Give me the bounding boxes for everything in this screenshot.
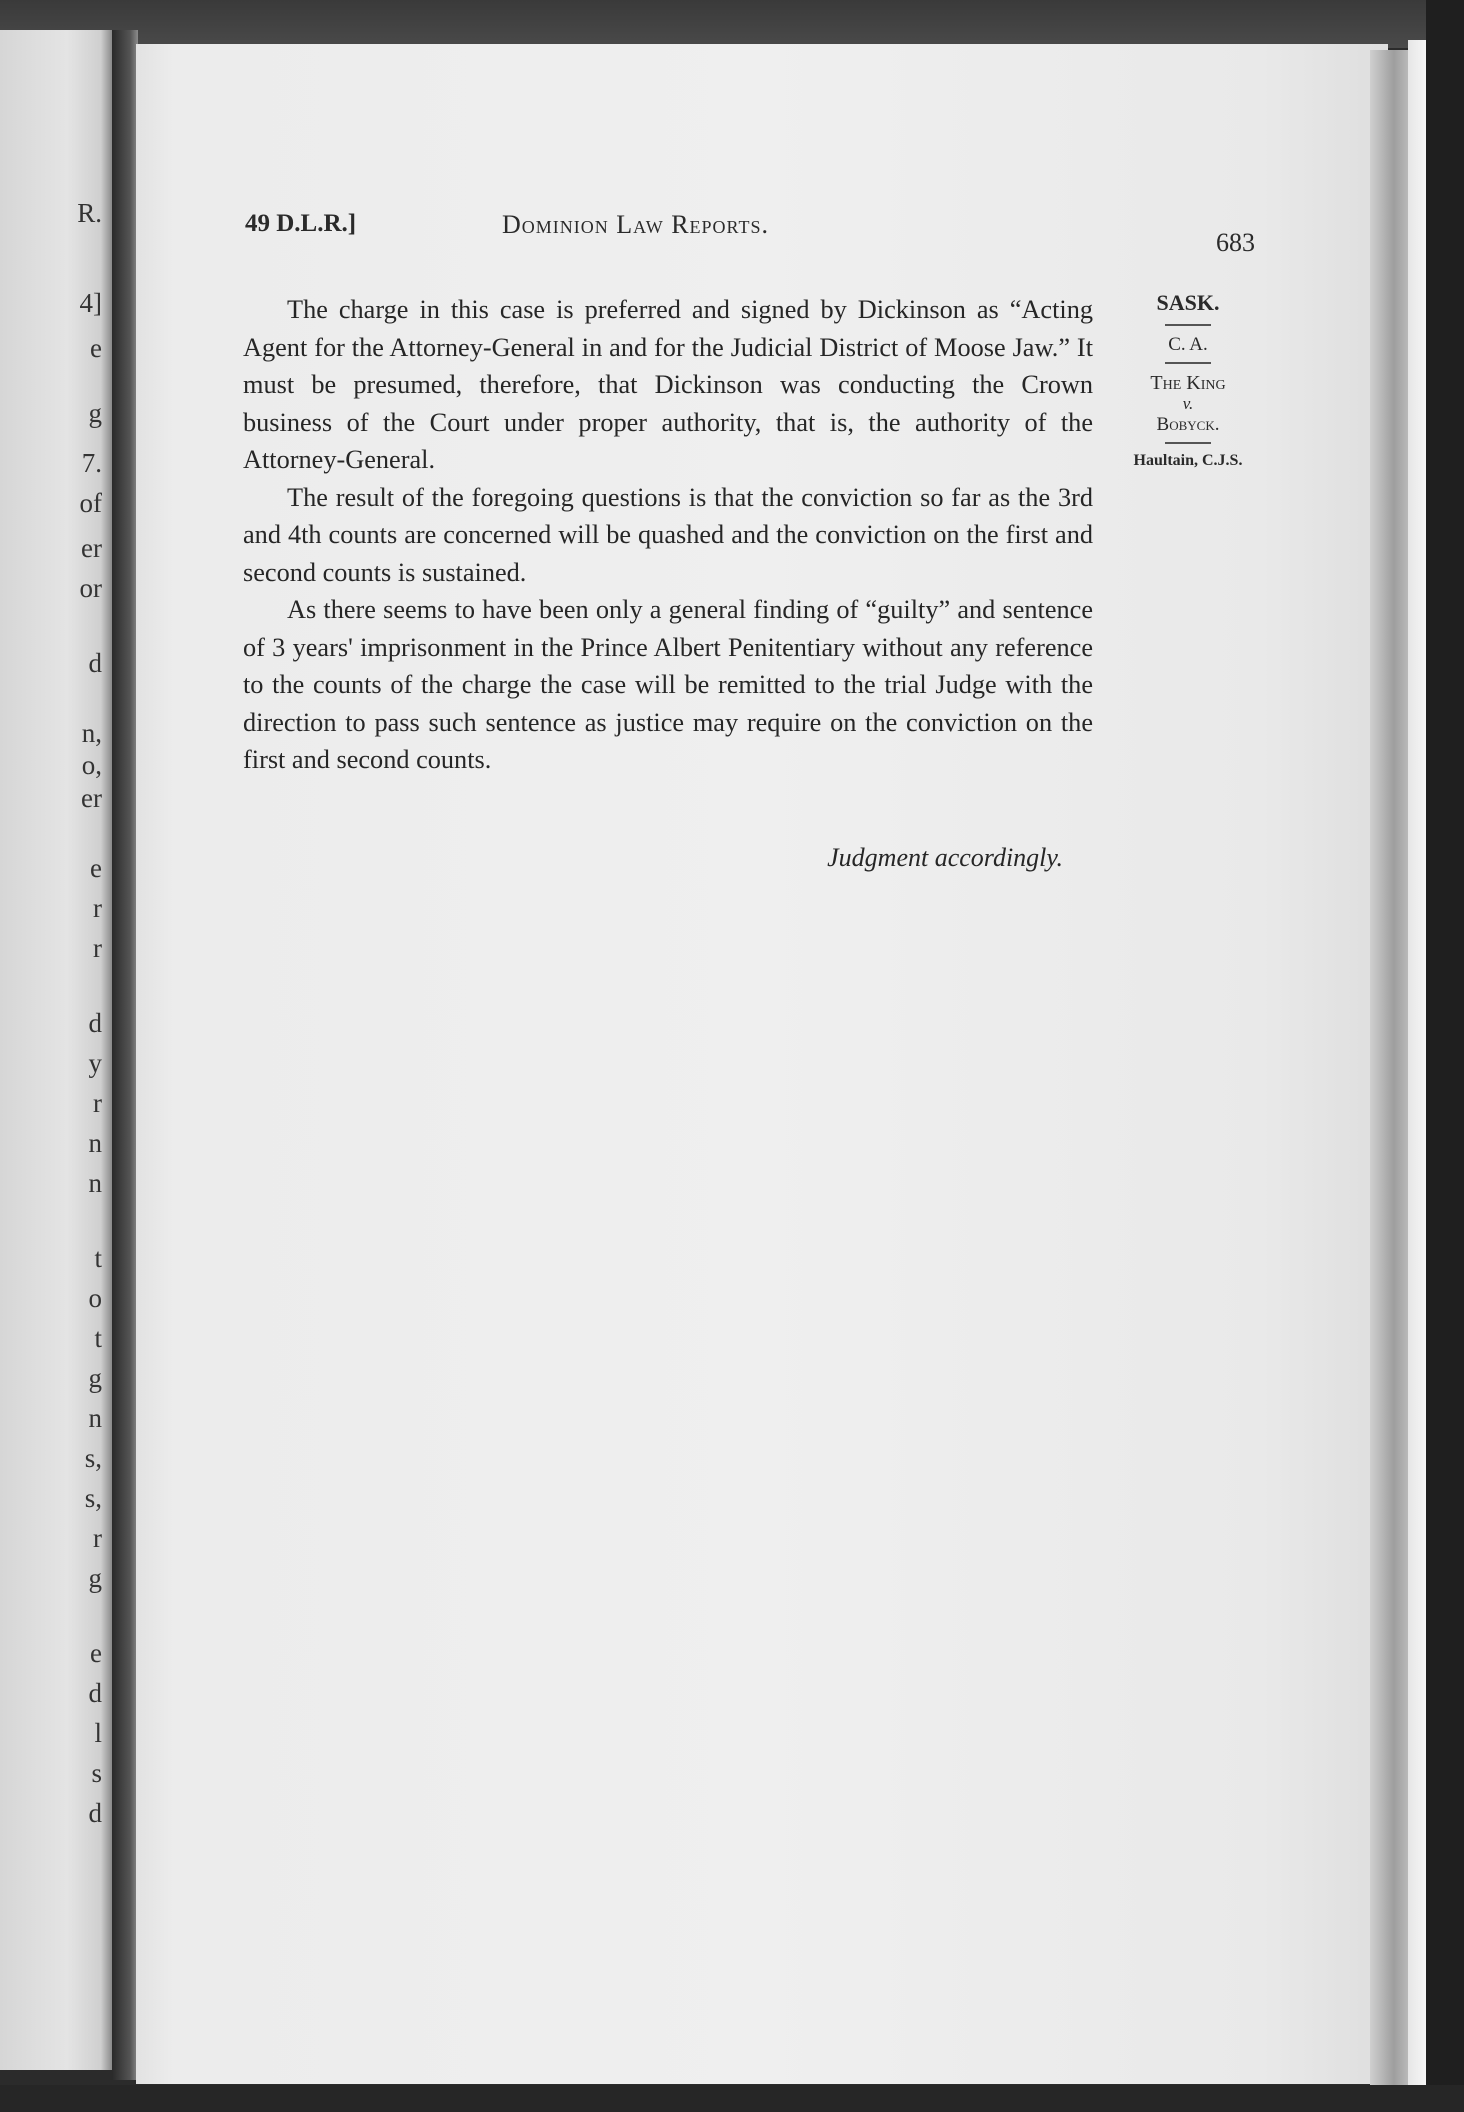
cover-edge bbox=[1408, 40, 1426, 2100]
adjacent-page-text-fragment: s, bbox=[84, 1443, 102, 1473]
scan-top-border bbox=[0, 0, 1464, 48]
volume-reference: 49 D.L.R.] bbox=[245, 210, 357, 237]
court-label: C. A. bbox=[1168, 334, 1208, 355]
adjacent-page-text-fragment: y bbox=[88, 1048, 102, 1078]
adjacent-page-text-fragment: of bbox=[79, 488, 102, 518]
paragraph: As there seems to have been only a general finding of “guilty” and sentence of 3 years' imprisonment in the Prince Albert Penitentiary without any reference to the counts of the charge the case will be remitted to the trial Judge with the direction to pass such sentence as justice may require on the conviction on the first and second counts. bbox=[243, 595, 1093, 774]
adjacent-page-text-fragment: s, bbox=[84, 1483, 102, 1513]
adjacent-page-text-fragment: n, bbox=[81, 718, 102, 748]
adjacent-page-text-fragment: s bbox=[91, 1758, 102, 1788]
adjacent-page-text-fragment: er bbox=[81, 783, 102, 813]
adjacent-page-text-fragment: n bbox=[88, 1128, 102, 1158]
adjacent-page-text-fragment: or bbox=[79, 573, 102, 603]
adjacent-page-text-fragment: e bbox=[90, 853, 102, 883]
judge-label: Haultain, C.J.S. bbox=[1133, 451, 1243, 469]
divider bbox=[1165, 362, 1211, 364]
adjacent-page-text-fragment: t bbox=[94, 1323, 102, 1353]
adjacent-page-text-fragment: o, bbox=[81, 750, 102, 780]
adjacent-page-text-fragment: 4] bbox=[79, 288, 102, 318]
adjacent-page-text-fragment: er bbox=[81, 533, 102, 563]
adjacent-page-text-fragment: n bbox=[88, 1403, 102, 1433]
adjacent-page-text-fragment: n bbox=[88, 1168, 102, 1198]
adjacent-page-text-fragment: l bbox=[94, 1718, 102, 1748]
adjacent-page-text-fragment: d bbox=[88, 648, 102, 678]
page-edges bbox=[1370, 50, 1410, 2090]
adjacent-page-text-fragment: r bbox=[93, 933, 102, 963]
adjacent-page-text-fragment: r bbox=[93, 893, 102, 923]
case-party-1: The King bbox=[1150, 372, 1226, 394]
divider bbox=[1165, 324, 1211, 326]
adjacent-page-text-fragment: r bbox=[93, 1088, 102, 1118]
page-number: 683 bbox=[1216, 228, 1255, 257]
divider bbox=[1165, 442, 1211, 444]
province-label: SASK. bbox=[1156, 290, 1220, 315]
adjacent-page-text-fragment: g bbox=[88, 1363, 102, 1393]
adjacent-page-text-fragment: g bbox=[88, 398, 102, 428]
scan-right-border bbox=[1426, 0, 1464, 2112]
body-text bbox=[243, 291, 1093, 779]
scan-bottom-border bbox=[0, 2085, 1464, 2112]
adjacent-page-text-fragment: 7. bbox=[81, 448, 102, 478]
paragraph: The charge in this case is preferred and signed by Dickinson as “Acting Agent for the Attorney-General in and for the Judicial District of Moose Jaw.” It must be presumed, therefore, that Dickinson was conducting the Crown business of the Court under proper authority, that is, the authority of the Attorney-General. bbox=[243, 295, 1093, 474]
case-party-2: Bobyck. bbox=[1156, 413, 1220, 435]
adjacent-page-text-fragment: R. bbox=[77, 198, 102, 228]
adjacent-page-text-fragment: g bbox=[88, 1563, 102, 1593]
adjacent-page-text-fragment: d bbox=[88, 1008, 102, 1038]
adjacent-page bbox=[0, 30, 112, 2070]
adjacent-page-text-fragment: e bbox=[90, 1638, 102, 1668]
adjacent-page-text-fragment: t bbox=[94, 1243, 102, 1273]
running-title: Dominion Law Reports. bbox=[502, 210, 769, 239]
adjacent-page-text-fragment: d bbox=[88, 1798, 102, 1828]
adjacent-page-text-fragment: d bbox=[88, 1678, 102, 1708]
adjacent-page-text-fragment: r bbox=[93, 1523, 102, 1553]
paragraph: The result of the foregoing questions is that the conviction so far as the 3rd and 4th counts are concerned will be quashed and the conviction on the first and second counts is sustained. bbox=[243, 482, 1093, 587]
book-gutter bbox=[112, 30, 138, 2080]
adjacent-page-text-fragment: e bbox=[90, 333, 102, 363]
adjacent-page-text-fragment: o bbox=[88, 1283, 102, 1313]
margin-notes bbox=[1108, 290, 1268, 470]
versus-label: v. bbox=[1182, 394, 1194, 413]
judgment-line: Judgment accordingly. bbox=[827, 843, 1063, 872]
